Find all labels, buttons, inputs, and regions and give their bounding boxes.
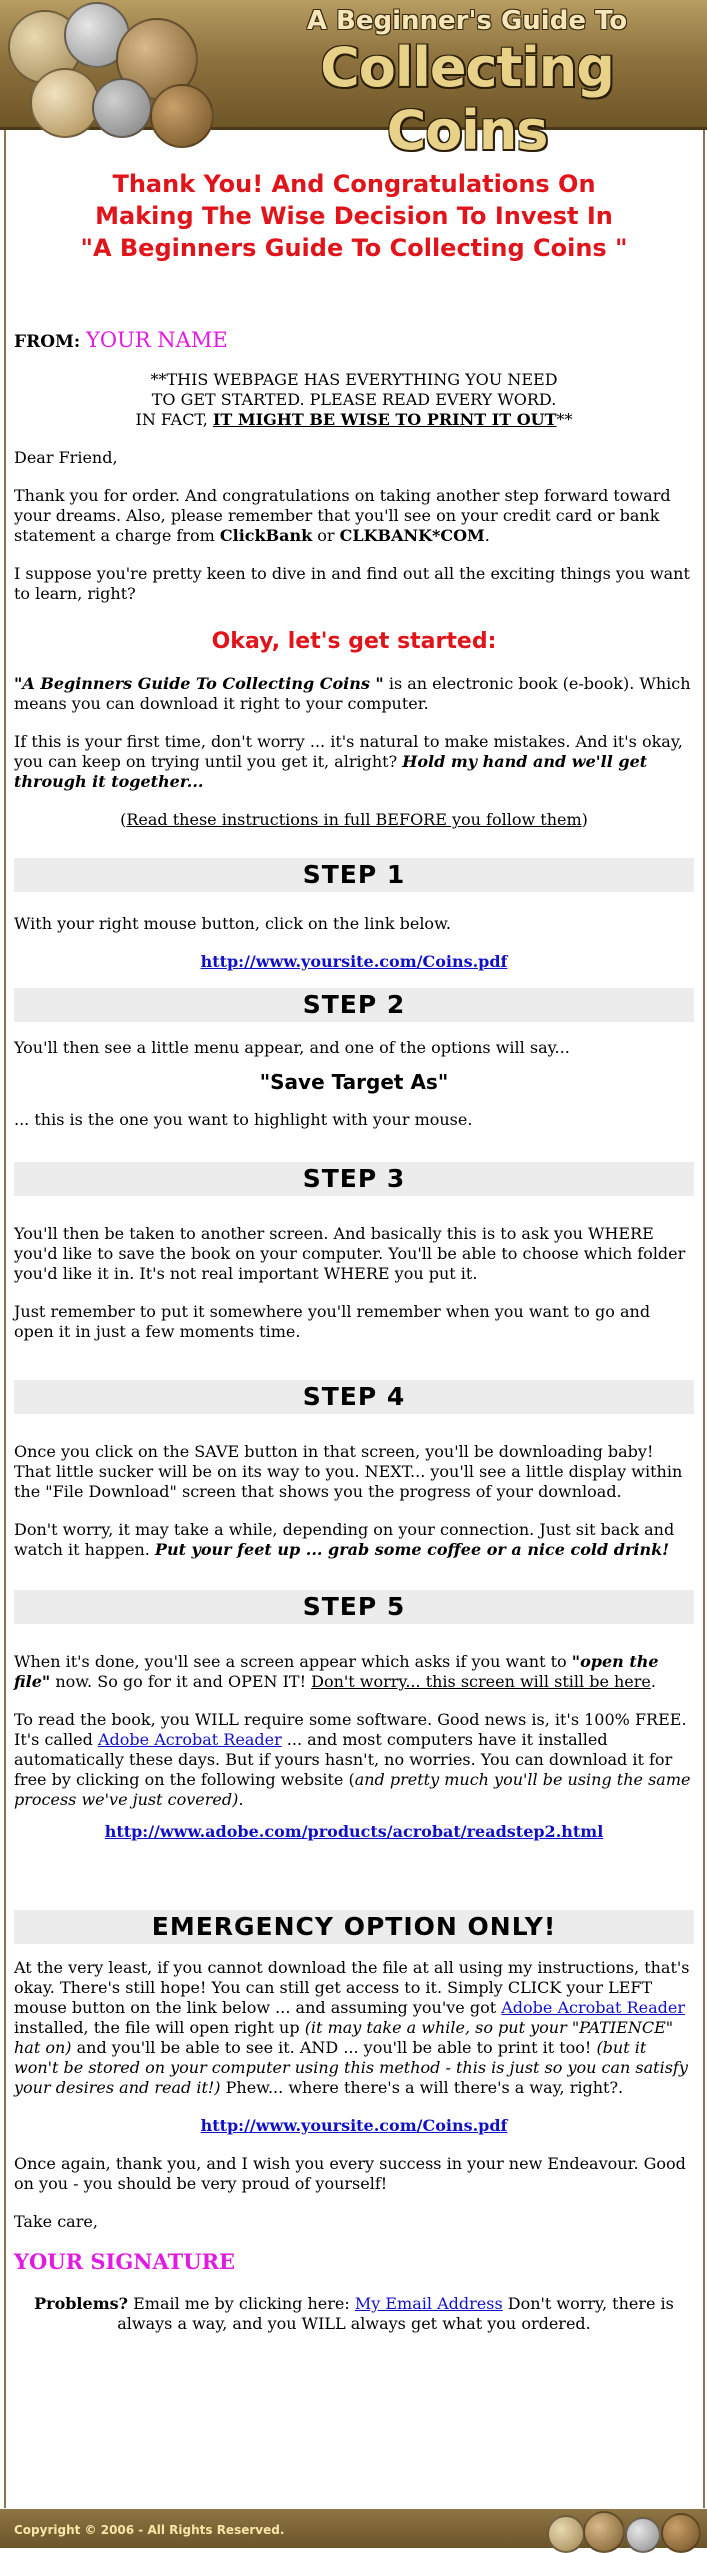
emergency-heading: EMERGENCY OPTION ONLY! [14,1910,694,1944]
closing-paragraph: Once again, thank you, and I wish you every success in your new Endeavour. Good on you - you should be very proud of yourself! [14,2154,686,2193]
ebook-text: is an electronic book (e-book). Which means you can download it right to your computer. [14,674,691,713]
step-5-text-a: When it's done, you'll see a screen appear which asks if you want to [14,1652,572,1671]
step-5-heading: STEP 5 [14,1590,694,1624]
notice-line2: TO GET STARTED. PLEASE READ EVERY WORD. [151,390,557,409]
emergency-text-g: Phew... where there's a will there's a way, right?. [220,2078,624,2097]
adobe-reader-link[interactable]: Adobe Acrobat Reader [97,1730,282,1749]
adobe-link-row [14,1822,694,1842]
step-5-paragraph-2 [14,1710,694,1810]
coins-pdf-link[interactable]: http://www.yoursite.com/Coins.pdf [200,952,508,971]
header-title-line2: Collecting Coins [320,36,614,162]
adobe-download-link[interactable]: http://www.adobe.com/products/acrobat/readstep2.html [104,1822,604,1841]
clickbank-text: ClickBank [219,526,313,545]
headline-line3: "A Beginners Guide To Collecting Coins " [80,234,628,262]
step-5-text-b: now. So go for it and OPEN IT! [50,1672,312,1691]
save-target-as: "Save Target As" [259,1070,449,1094]
keen-paragraph: I suppose you're pretty keen to dive in and find out all the exciting things you want to learn, right? [14,564,690,603]
step-1-link-row [14,952,694,972]
emergency-link-row [14,2116,694,2136]
email-link[interactable]: My Email Address [354,2294,503,2313]
step-4-text: Don't worry, it may take a while, depending on your connection. Just sit back and watch it happen. [14,1520,675,1559]
step-3-paragraph-1: You'll then be taken to another screen. And basically this is to ask you WHERE you'd like to save the book on your computer. You'll be able to choose which folder you'd like it in. It's not real important WHERE you put it. [14,1224,686,1283]
notice-line3 [14,410,694,430]
open-file-text: "open the file" [14,1652,659,1691]
step-1-heading: STEP 1 [14,858,694,892]
patience-text: (it may take a while, so put your "PATIENCE" hat on) [14,2018,674,2057]
notice-print-emphasis: IT MIGHT BE WISE TO PRINT IT OUT [212,410,557,429]
from-line [14,330,694,352]
footer-bar [0,2509,707,2548]
problems-paragraph [14,2294,694,2334]
same-process-text: and pretty much you'll be using the same process we've just covered). [14,1770,691,1809]
signature: YOUR SIGNATURE [14,2249,236,2274]
read-instructions-text: Read these instructions in full BEFORE you follow them [126,810,582,829]
greeting: Dear Friend, [14,448,118,467]
emergency-paragraph [14,1958,694,2098]
header-title-line1: A Beginner's Guide To [306,6,628,36]
coins-image [0,0,220,127]
headline [14,168,694,264]
emergency-text-e: and you'll be able to see it. AND ... you'll be able to print it too! [71,2038,597,2057]
notice-line3-suffix: ** [556,410,573,429]
from-name: YOUR NAME [86,328,228,352]
from-label: FROM: [14,332,81,352]
headline-line1: Thank You! And Congratulations On [112,170,596,198]
step-5-software-text: To read the book, you WILL require some software. Good news is, it's 100% FREE. It's called [14,1710,687,1749]
not-stored-text: (but it won't be stored on your computer using this method - this is just so you can satisfy your desires and read it!) [14,2038,688,2097]
intro-period: . [484,526,490,545]
step-5-paragraph-1 [14,1652,694,1692]
footer-coins-image [537,2509,707,2548]
ebook-title: "A Beginners Guide To Collecting Coins " [14,674,384,693]
ebook-paragraph [14,674,694,714]
step-5-period: . [650,1672,656,1691]
problems-label: Problems? [34,2294,128,2313]
take-care: Take care, [14,2212,98,2231]
notice-line3-prefix: IN FACT, [135,410,213,429]
header-banner [0,0,707,162]
step-2-after: ... this is the one you want to highlight with your mouse. [14,1110,473,1129]
hold-hand-text: Hold my hand and we'll get through it together... [14,752,648,791]
problems-text: Email me by clicking here: [128,2294,355,2313]
print-notice [14,370,694,430]
intro-or: or [312,526,340,545]
step-3-heading: STEP 3 [14,1162,694,1196]
started-heading: Okay, let's get started: [211,629,497,654]
read-instructions: (Read these instructions in full BEFORE you follow them) [120,810,588,829]
step-1-text: With your right mouse button, click on the link below. [14,914,451,933]
feet-up-text: Put your feet up ... grab some coffee or a nice cold drink! [154,1540,670,1559]
step-2-heading: STEP 2 [14,988,694,1022]
problems-reassurance: Don't worry, there is always a way, and you WILL always get what you ordered. [117,2294,674,2333]
step-4-paragraph-1: Once you click on the SAVE button in that screen, you'll be downloading baby! That little sucker will be on its way to you. NEXT... you'll see a little display within the "File Download" screen that shows you the progress of your download. [14,1442,683,1501]
first-time-text: If this is your first time, don't worry ... it's natural to make mistakes. And it's okay, you can keep on trying until you get it, alright? [14,732,683,771]
step-2-text: You'll then see a little menu appear, and one of the options will say... [14,1038,570,1057]
intro-paragraph [14,486,694,546]
main-content [14,130,694,2352]
step-5-download-text: ... and most computers have it installed automatically these days. But if yours hasn't, no worries. You can download it for free by clicking on the following website ( [14,1730,673,1789]
step-4-paragraph-2 [14,1520,694,1560]
headline-line2: Making The Wise Decision To Invest In [95,202,613,230]
copyright-text: Copyright © 2006 - All Rights Reserved. [14,2523,285,2537]
emergency-text-c: installed, the file will open right up [14,2018,305,2037]
screen-still-here-text: Don't worry... this screen will still be here [311,1672,651,1691]
step-4-heading: STEP 4 [14,1380,694,1414]
emergency-adobe-link[interactable]: Adobe Acrobat Reader [501,1998,685,2017]
emergency-pdf-link[interactable]: http://www.yoursite.com/Coins.pdf [200,2116,508,2135]
step-3-paragraph-2: Just remember to put it somewhere you'll remember when you want to go and open it in just a few moments time. [14,1302,651,1341]
notice-line1: **THIS WEBPAGE HAS EVERYTHING YOU NEED [150,370,558,389]
intro-text: Thank you for order. And congratulations on taking another step forward toward your dreams. Also, please remember that you'll see on your credit card or bank statement a charge from [14,486,671,545]
first-time-paragraph [14,732,694,792]
emergency-text-a: At the very least, if you cannot download the file at all using my instructions, that's okay. There's still hope! You can still get access to it. Simply CLICK your LEFT mouse button on the link below ... and assuming you've got [14,1958,690,2017]
clkbank-text: CLKBANK*COM [339,526,485,545]
